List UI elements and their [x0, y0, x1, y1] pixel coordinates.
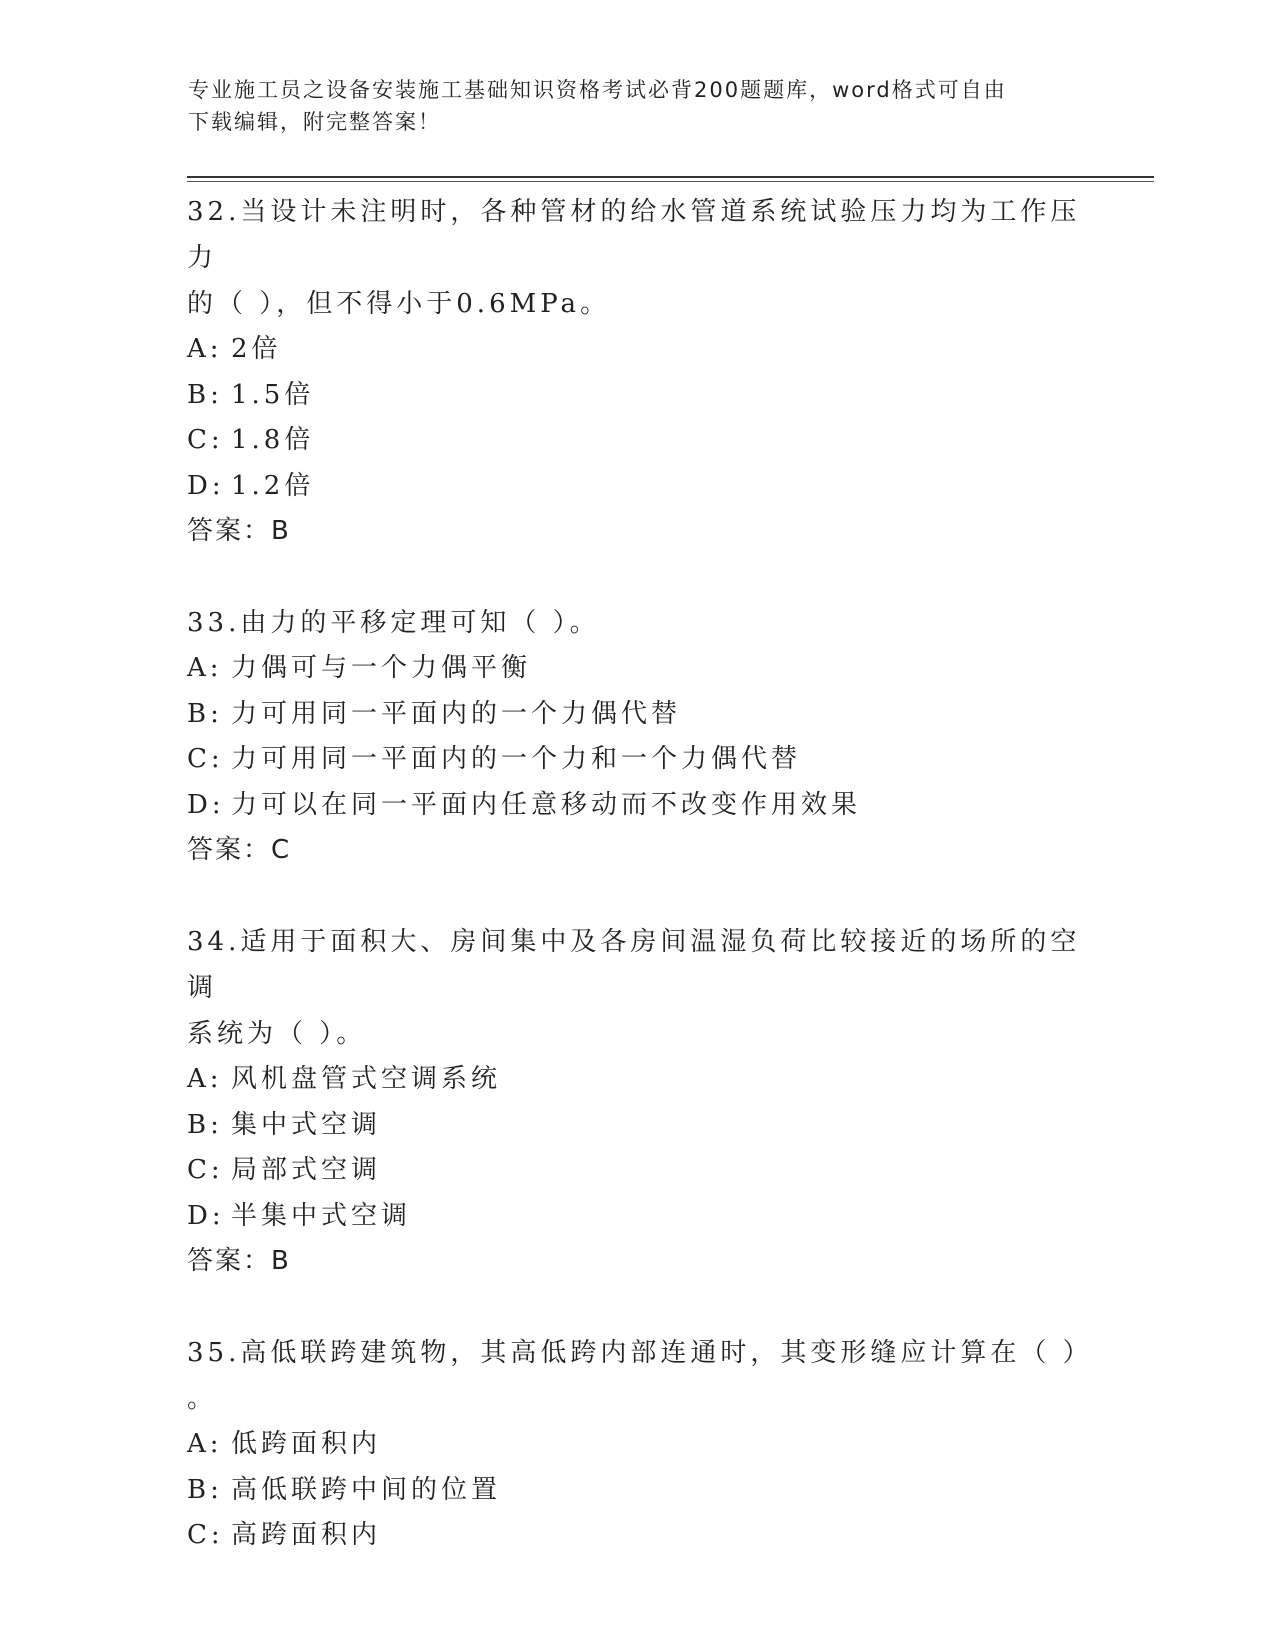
option-letter: A:	[187, 1429, 223, 1459]
option-letter: A:	[187, 653, 223, 683]
option-text: 局部式空调	[231, 1155, 382, 1185]
option-c	[187, 1513, 1087, 1559]
option-letter: D:	[187, 470, 225, 501]
option-text: 集中式空调	[231, 1109, 382, 1140]
option-text: 2倍	[231, 334, 282, 364]
question-text-line-1: 33.由力的平移定理可知（ ）。	[187, 608, 600, 638]
option-b	[187, 692, 1087, 738]
option-a	[187, 1422, 1087, 1468]
option-letter: A:	[187, 334, 223, 364]
question-text-line-1: 32.当设计未注明时，各种管材的给水管道系统试验压力均为工作压力	[187, 197, 1081, 273]
option-a	[187, 1057, 1087, 1103]
option-text: 高低联跨中间的位置	[231, 1474, 502, 1505]
option-letter: C:	[187, 1155, 224, 1185]
option-letter: D:	[187, 789, 225, 820]
question-text-line-2: 的（ ），但不得小于0.6MPa。	[187, 289, 611, 319]
option-d	[187, 783, 1087, 829]
option-letter: C:	[187, 744, 224, 774]
option-letter: C:	[187, 425, 224, 455]
option-c	[187, 1148, 1087, 1194]
answer-line: 答案：C	[187, 835, 292, 865]
question-text-line-1: 35.高低联跨建筑物，其高低跨内部连通时，其变形缝应计算在（ ）	[187, 1338, 1093, 1368]
question-32	[187, 189, 1087, 554]
option-text: 力偶可与一个力偶平衡	[231, 653, 532, 683]
option-text: 1.2倍	[231, 470, 315, 501]
option-text: 1.8倍	[231, 425, 315, 455]
option-a	[187, 327, 1087, 373]
option-text: 低跨面积内	[231, 1429, 382, 1459]
question-text-line-2: 。	[187, 1384, 218, 1414]
option-d	[187, 464, 1087, 510]
option-c	[187, 418, 1087, 464]
option-letter: B:	[187, 379, 223, 410]
option-text: 高跨面积内	[231, 1520, 382, 1550]
answer-line: 答案：B	[187, 516, 291, 546]
question-34	[187, 919, 1087, 1284]
page-header	[188, 74, 1068, 138]
header-divider-thin	[187, 181, 1154, 182]
option-b	[187, 373, 1087, 419]
question-35	[187, 1330, 1093, 1559]
option-a	[187, 646, 1087, 692]
question-list	[187, 189, 1093, 1605]
header-divider-thick	[187, 176, 1154, 178]
option-b	[187, 1103, 1087, 1149]
option-letter: D:	[187, 1200, 225, 1231]
option-text: 半集中式空调	[231, 1200, 412, 1231]
question-33	[187, 600, 1087, 873]
option-letter: C:	[187, 1520, 224, 1550]
question-text-line-2: 系统为（ ）。	[187, 1019, 367, 1049]
option-text: 1.5倍	[231, 379, 315, 410]
option-letter: B:	[187, 698, 223, 729]
option-letter: A:	[187, 1064, 223, 1094]
question-text-line-1: 34.适用于面积大、房间集中及各房间温湿负荷比较接近的场所的空调	[187, 927, 1081, 1003]
option-text: 力可以在同一平面内任意移动而不改变作用效果	[231, 789, 862, 820]
option-text: 力可用同一平面内的一个力偶代替	[231, 698, 682, 729]
option-c	[187, 737, 1087, 783]
answer-line: 答案：B	[187, 1246, 291, 1276]
option-d	[187, 1194, 1087, 1240]
header-line-1: 专业施工员之设备安装施工基础知识资格考试必背200题题库，word格式可自由	[188, 78, 1007, 102]
header-line-2: 下载编辑，附完整答案！	[188, 110, 441, 134]
option-text: 风机盘管式空调系统	[231, 1064, 502, 1094]
option-text: 力可用同一平面内的一个力和一个力偶代替	[231, 744, 802, 774]
option-letter: B:	[187, 1109, 223, 1140]
option-b	[187, 1468, 1087, 1514]
option-letter: B:	[187, 1474, 223, 1505]
